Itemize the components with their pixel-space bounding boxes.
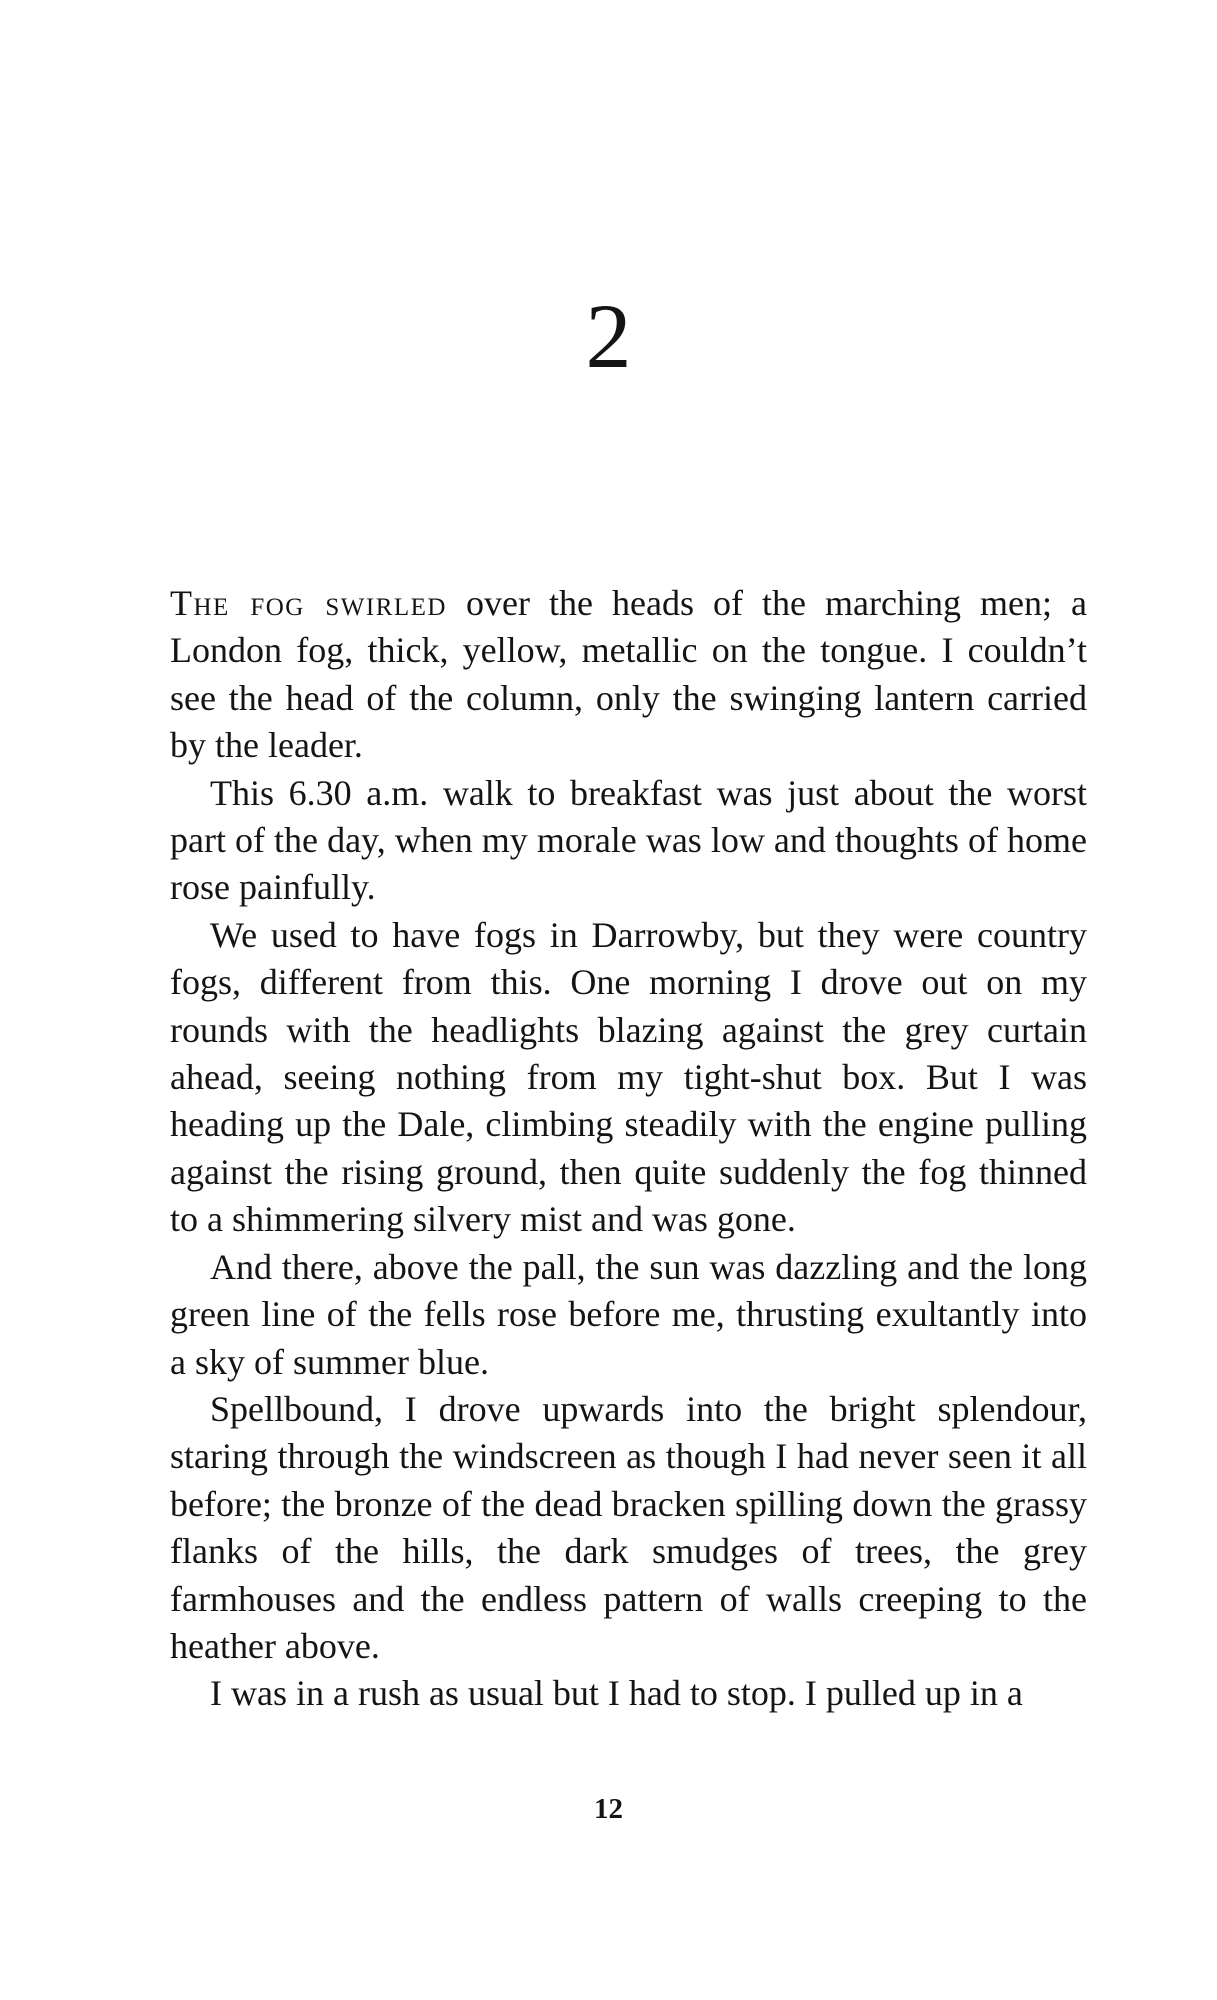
paragraph-4: And there, above the pall, the sun was dazzling and the long green line of the fells rose before me, thrusting exultantly into a sky of summer blue. xyxy=(170,1246,1087,1382)
paragraph-5: Spellbound, I drove upwards into the bright splendour, staring through the windscreen as though I had never seen it all before; the bronze of the dead bracken spilling down the grassy flanks of the hills, the dark smudges of trees, the grey farmhouses and the endless pattern of walls creeping to the heather above. xyxy=(170,1388,1087,1666)
paragraph-6: I was in a rush as usual but I had to stop. I pulled up in a xyxy=(210,1673,1023,1714)
paragraph-1 xyxy=(170,580,1087,770)
page-number: 12 xyxy=(594,1793,623,1825)
paragraph-2: This 6.30 a.m. walk to breakfast was just about the worst part of the day, when my morale was low and thoughts of home rose painfully. xyxy=(170,772,1087,908)
chapter-body xyxy=(170,580,1087,1718)
paragraph-text: over the heads of the marching men; a London fog, thick, yellow, metallic on the tongue. I couldn’t see the head of the column, only the swinging lantern carried by the leader. xyxy=(170,583,1087,766)
chapter-number: 2 xyxy=(585,285,632,387)
paragraph-3: We used to have fogs in Darrowby, but they were country fogs, different from this. One morning I drove out on my rounds with the headlights blazing against the grey curtain ahead, seeing nothing from my tight-shut box. But I was heading up the Dale, climbing steadily with the engine pulling against the rising ground, then quite suddenly the fog thinned to a shimmering silvery mist and was gone. xyxy=(170,914,1087,1240)
opening-small-caps: The fog swirled xyxy=(170,583,447,623)
